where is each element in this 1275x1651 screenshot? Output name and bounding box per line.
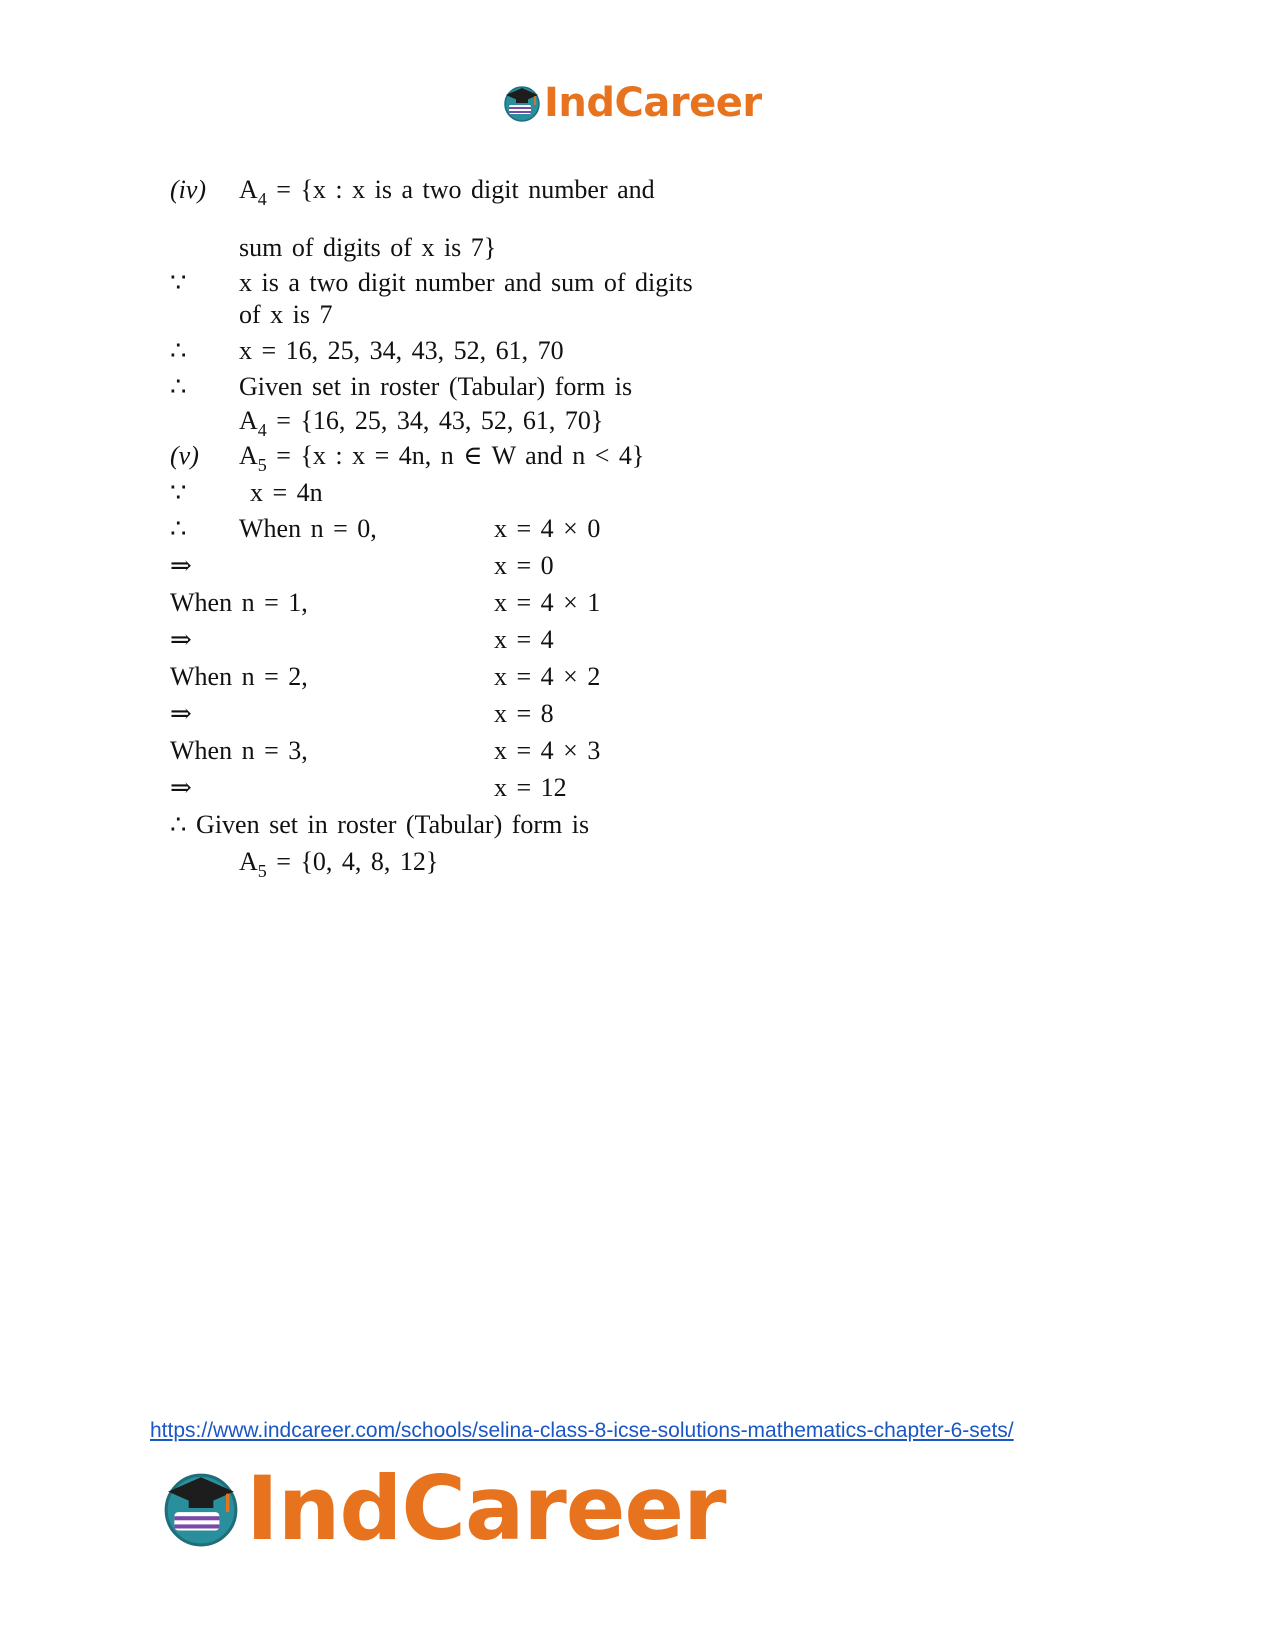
part-iv-values: x = 16, 25, 34, 43, 52, 61, 70: [239, 336, 564, 365]
source-url-link[interactable]: https://www.indcareer.com/schools/selina-class-8-icse-solutions-mathematics-chapter-6-sets/: [150, 1419, 1014, 1442]
part-v-definition: $A_5 = \{x$ : x = 4n, n ∈ W and n < 4}: [239, 441, 645, 475]
header-logo: [502, 80, 762, 126]
graduation-cap-book-icon: [160, 1467, 242, 1549]
case-result: x = 12: [494, 773, 567, 802]
header-logo-text: IndCareer: [544, 80, 762, 126]
part-iv-label: (iv): [170, 175, 207, 204]
part-iv-roster-result: $A_4 = \{16$, 25, 34, 43, 52, 61, 70}: [239, 406, 604, 440]
implies-symbol: ⇒: [170, 699, 192, 728]
part-v-roster-intro: ∴ Given set in roster (Tabular) form is: [170, 810, 590, 839]
part-iv-because-line2: of x is 7: [239, 300, 333, 329]
therefore-symbol: ∴: [170, 514, 187, 543]
implies-symbol: ⇒: [170, 773, 192, 802]
part-iv-roster-intro: Given set in roster (Tabular) form is: [239, 372, 633, 401]
part-iv-definition-cont: sum of digits of x is 7}: [239, 233, 497, 262]
case-result: x = 8: [494, 699, 554, 728]
part-v-because: x = 4n: [250, 478, 323, 507]
case-calc: x = 4 × 2: [494, 662, 601, 691]
part-iv-because-line1: x is a two digit number and sum of digits: [239, 268, 693, 297]
implies-symbol: ⇒: [170, 551, 192, 580]
part-iv-definition: $A_4 = \{x$ : x is a two digit number and: [239, 175, 655, 209]
therefore-symbol: ∴: [170, 336, 187, 365]
case-calc: x = 4 × 1: [494, 588, 601, 617]
footer-logo-text: IndCareer: [246, 1456, 726, 1560]
case-when: When n = 2,: [170, 662, 308, 691]
graduation-cap-book-icon: [502, 83, 542, 123]
case-when: When n = 3,: [170, 736, 308, 765]
case-result: x = 4: [494, 625, 554, 654]
case-when: When n = 0,: [239, 514, 377, 543]
case-calc: x = 4 × 0: [494, 514, 601, 543]
footer-logo: [160, 1456, 726, 1560]
part-v-roster-result: $A_5 = \{0$, 4, 8, 12}: [239, 847, 439, 881]
case-result: x = 0: [494, 551, 554, 580]
part-v-label: (v): [170, 441, 199, 470]
case-calc: x = 4 × 3: [494, 736, 601, 765]
because-symbol: ∵: [170, 268, 187, 297]
therefore-symbol: ∴: [170, 372, 187, 401]
case-when: When n = 1,: [170, 588, 308, 617]
implies-symbol: ⇒: [170, 625, 192, 654]
because-symbol: ∵: [170, 478, 187, 507]
